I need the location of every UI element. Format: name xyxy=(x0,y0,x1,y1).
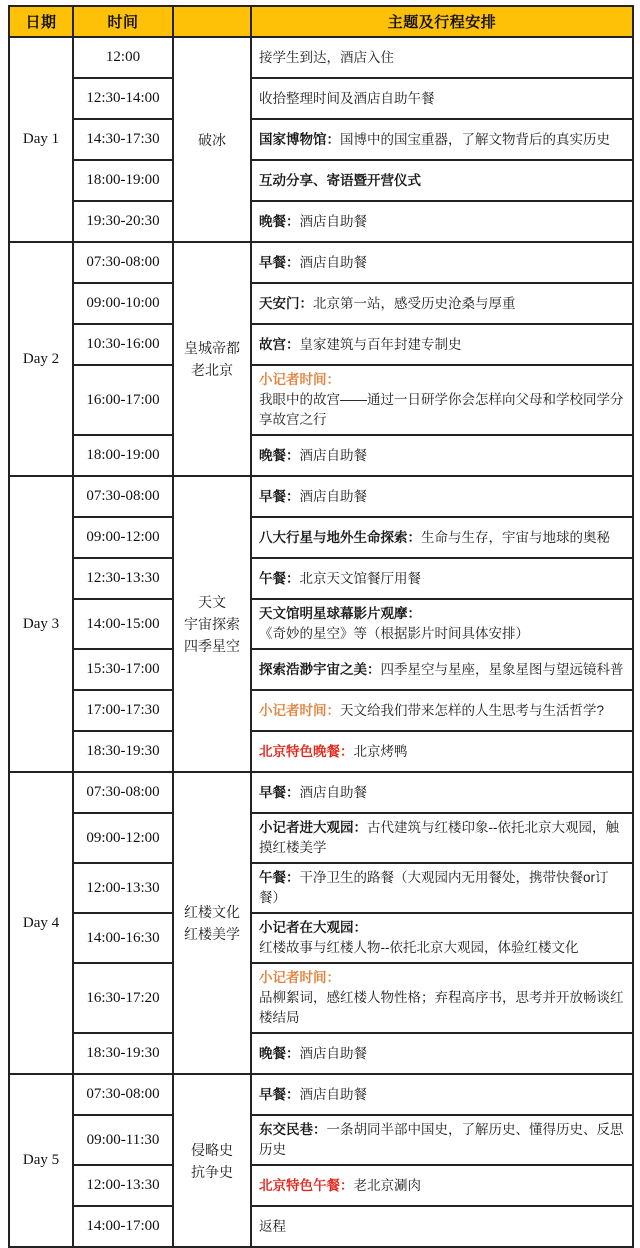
time-cell: 09:00-10:00 xyxy=(73,283,173,324)
time-cell: 12:30-14:00 xyxy=(73,78,173,119)
schedule-text: 接学生到达，酒店入住 xyxy=(259,49,394,65)
time-cell: 10:30-16:00 xyxy=(73,324,173,365)
time-cell: 07:30-08:00 xyxy=(73,476,173,517)
day-label: Day 2 xyxy=(9,242,73,476)
table-row xyxy=(9,119,633,160)
schedule-cell xyxy=(251,242,633,283)
schedule-cell xyxy=(251,1033,633,1074)
time-cell: 14:00-17:00 xyxy=(73,1206,173,1247)
schedule-text: 北京特色午餐： xyxy=(259,1177,354,1193)
table-row xyxy=(9,1206,633,1247)
schedule-cell xyxy=(251,1165,633,1206)
schedule-cell xyxy=(251,324,633,365)
time-cell: 19:30-20:30 xyxy=(73,201,173,242)
schedule-text: 小记者时间： xyxy=(259,702,340,718)
schedule-text: 古代建筑与红楼印象--依托北京大观园，触摸红楼美学 xyxy=(259,820,619,855)
schedule-cell xyxy=(251,558,633,599)
time-cell: 14:00-16:30 xyxy=(73,913,173,963)
time-cell: 12:00-13:30 xyxy=(73,863,173,913)
theme-cell xyxy=(173,37,251,242)
schedule-text: 皇家建筑与百年封建专制史 xyxy=(299,336,462,352)
schedule-text: 北京天文馆餐厅用餐 xyxy=(299,570,421,586)
theme-line: 宇宙探索 xyxy=(184,616,240,632)
time-cell: 14:30-17:30 xyxy=(73,119,173,160)
schedule-text: 酒店自助餐 xyxy=(299,488,367,504)
table-row xyxy=(9,772,633,813)
schedule-cell xyxy=(251,1115,633,1165)
table-row xyxy=(9,863,633,913)
schedule-text: 酒店自助餐 xyxy=(299,1086,367,1102)
schedule-text: 八大行星与地外生命探索： xyxy=(259,529,421,545)
day-label: Day 1 xyxy=(9,37,73,242)
time-cell: 14:00-15:00 xyxy=(73,599,173,649)
schedule-cell xyxy=(251,365,633,435)
schedule-text: 故宫： xyxy=(259,336,300,352)
table-row xyxy=(9,649,633,690)
table-row xyxy=(9,283,633,324)
header-row xyxy=(9,6,633,37)
time-cell: 15:30-17:00 xyxy=(73,649,173,690)
day-label: Day 3 xyxy=(9,476,73,772)
schedule-text: 干净卫生的路餐（大观园内无用餐处，携带快餐or订餐） xyxy=(259,870,609,905)
schedule-cell xyxy=(251,731,633,772)
schedule-text: 互动分享、寄语暨开营仪式 xyxy=(259,172,421,188)
time-cell: 12:30-13:30 xyxy=(73,558,173,599)
schedule-cell xyxy=(251,1206,633,1247)
schedule-text: 小记者进大观园： xyxy=(259,820,367,835)
schedule-text: 早餐： xyxy=(259,1086,300,1102)
schedule-cell xyxy=(251,913,633,963)
table-row xyxy=(9,476,633,517)
table-row xyxy=(9,963,633,1033)
table-row xyxy=(9,78,633,119)
schedule-cell xyxy=(251,283,633,324)
time-cell: 07:30-08:00 xyxy=(73,1074,173,1115)
table-row xyxy=(9,324,633,365)
theme-cell xyxy=(173,242,251,476)
table-row xyxy=(9,1115,633,1165)
schedule-text: 酒店自助餐 xyxy=(299,784,367,800)
schedule-text: 早餐： xyxy=(259,254,300,270)
schedule-text: 东交民巷： xyxy=(259,1122,327,1137)
table-row xyxy=(9,37,633,78)
table-row xyxy=(9,201,633,242)
theme-line: 侵略史 xyxy=(191,1141,233,1158)
header-time: 时间 xyxy=(73,6,173,37)
table-row xyxy=(9,913,633,963)
schedule-text: 天安门： xyxy=(259,295,313,311)
schedule-text: 北京第一站，感受历史沧桑与厚重 xyxy=(313,295,516,311)
schedule-cell xyxy=(251,119,633,160)
theme-cell xyxy=(173,476,251,772)
theme-cell xyxy=(173,1074,251,1247)
table-row xyxy=(9,242,633,283)
time-cell: 17:00-17:30 xyxy=(73,690,173,731)
time-cell: 09:00-11:30 xyxy=(73,1115,173,1165)
schedule-text: 探索浩渺宇宙之美： xyxy=(259,661,381,677)
schedule-text: 红楼故事与红楼人物--依托北京大观园，体验红楼文化 xyxy=(259,940,579,955)
theme-line: 皇城帝都 xyxy=(184,340,240,356)
schedule-text: 四季星空与星座，星象星图与望远镜科普 xyxy=(380,661,624,677)
time-cell: 18:00-19:00 xyxy=(73,435,173,476)
table-row xyxy=(9,690,633,731)
theme-line: 老北京 xyxy=(191,362,233,378)
theme-cell xyxy=(173,772,251,1074)
theme-line: 抗争史 xyxy=(191,1163,233,1180)
schedule-text: 早餐： xyxy=(259,784,300,800)
time-cell: 16:00-17:00 xyxy=(73,365,173,435)
schedule-text: 晚餐： xyxy=(259,213,300,229)
schedule-text: 小记者在大观园： xyxy=(259,920,367,935)
header-theme xyxy=(173,6,251,37)
schedule-text: 小记者时间： xyxy=(259,970,340,985)
schedule-text: 午餐： xyxy=(259,570,300,586)
table-row xyxy=(9,813,633,863)
time-cell: 12:00 xyxy=(73,37,173,78)
schedule-cell xyxy=(251,649,633,690)
header-date: 日期 xyxy=(9,6,73,37)
table-row xyxy=(9,160,633,201)
theme-line: 红楼美学 xyxy=(184,926,240,942)
time-cell: 18:00-19:00 xyxy=(73,160,173,201)
schedule-cell xyxy=(251,813,633,863)
schedule-text: 晚餐： xyxy=(259,1045,300,1061)
schedule-text: 小记者时间： xyxy=(259,372,340,387)
schedule-text: 国家博物馆： xyxy=(259,131,340,147)
schedule-text: 生命与生存，宇宙与地球的奥秘 xyxy=(421,529,610,545)
table-row xyxy=(9,517,633,558)
table-row xyxy=(9,435,633,476)
schedule-text: 我眼中的故宫——通过一日研学你会怎样向父母和学校同学分享故宫之行 xyxy=(259,392,624,427)
schedule-text: 《奇妙的星空》等（根据影片时间具体安排） xyxy=(259,626,529,641)
schedule-cell xyxy=(251,599,633,649)
schedule-text: 天文馆明星球幕影片观摩： xyxy=(259,606,421,621)
schedule-text: 返程 xyxy=(259,1218,286,1234)
schedule-cell xyxy=(251,476,633,517)
theme-line: 天文 xyxy=(198,594,226,610)
schedule-cell xyxy=(251,37,633,78)
table-row xyxy=(9,558,633,599)
schedule-text: 酒店自助餐 xyxy=(299,1045,367,1061)
table-row xyxy=(9,1074,633,1115)
table-row xyxy=(9,599,633,649)
table-row xyxy=(9,365,633,435)
schedule-text: 收拾整理时间及酒店自助午餐 xyxy=(259,90,435,106)
time-cell: 09:00-12:00 xyxy=(73,813,173,863)
schedule-text: 国博中的国宝重器，了解文物背后的真实历史 xyxy=(340,131,610,147)
schedule-text: 午餐： xyxy=(259,870,300,885)
schedule-text: 北京烤鸭 xyxy=(353,743,408,759)
schedule-text: 北京特色晚餐： xyxy=(259,743,354,759)
theme-line: 四季星空 xyxy=(184,638,240,654)
header-schedule: 主题及行程安排 xyxy=(251,6,633,37)
schedule-cell xyxy=(251,772,633,813)
schedule-cell xyxy=(251,963,633,1033)
schedule-text: 早餐： xyxy=(259,488,300,504)
theme-line: 红楼文化 xyxy=(184,904,240,920)
itinerary-table xyxy=(8,5,634,1248)
day-label: Day 4 xyxy=(9,772,73,1074)
schedule-cell xyxy=(251,690,633,731)
schedule-cell xyxy=(251,78,633,119)
schedule-cell xyxy=(251,160,633,201)
table-row xyxy=(9,731,633,772)
schedule-cell xyxy=(251,1074,633,1115)
day-label: Day 5 xyxy=(9,1074,73,1247)
time-cell: 18:30-19:30 xyxy=(73,1033,173,1074)
theme-line: 破冰 xyxy=(198,131,226,148)
time-cell: 07:30-08:00 xyxy=(73,242,173,283)
schedule-text: 酒店自助餐 xyxy=(299,254,367,270)
table-row xyxy=(9,1033,633,1074)
time-cell: 12:00-13:30 xyxy=(73,1165,173,1206)
schedule-text: 老北京涮肉 xyxy=(353,1177,421,1193)
schedule-text: 一条胡同半部中国史，了解历史、懂得历史、反思历史 xyxy=(259,1122,624,1157)
schedule-cell xyxy=(251,863,633,913)
schedule-cell xyxy=(251,435,633,476)
schedule-text: 晚餐： xyxy=(259,447,300,463)
time-cell: 18:30-19:30 xyxy=(73,731,173,772)
schedule-text: 酒店自助餐 xyxy=(299,447,367,463)
schedule-text: 酒店自助餐 xyxy=(299,213,367,229)
table-row xyxy=(9,1165,633,1206)
time-cell: 07:30-08:00 xyxy=(73,772,173,813)
schedule-text: 天文给我们带来怎样的人生思考与生活哲学? xyxy=(340,702,605,718)
schedule-cell xyxy=(251,201,633,242)
schedule-text: 品柳絮词，感红楼人物性格；弃程高序书，思考并开放畅谈红楼结局 xyxy=(259,990,624,1025)
time-cell: 16:30-17:20 xyxy=(73,963,173,1033)
schedule-cell xyxy=(251,517,633,558)
time-cell: 09:00-12:00 xyxy=(73,517,173,558)
